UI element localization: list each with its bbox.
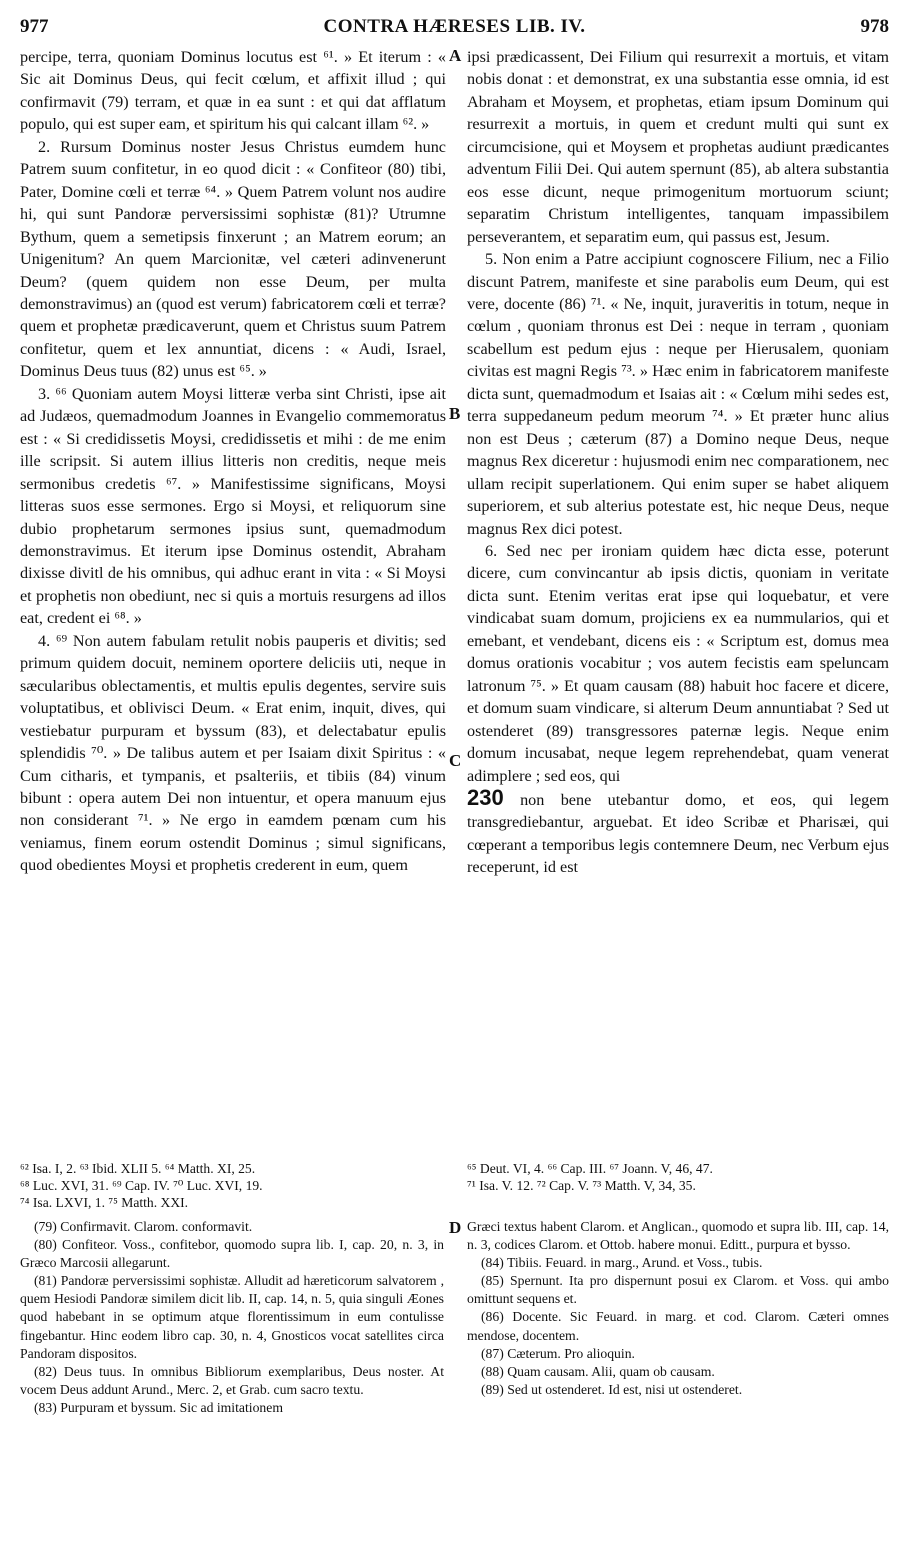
margin-marker-d: D: [449, 1218, 462, 1237]
footnote-line: ⁶² Isa. I, 2. ⁶³ Ibid. XLII 5. ⁶⁴ Matth. XI, 25.: [20, 1161, 256, 1176]
note: (80) Confiteor. Voss., confitebor, quomodo supra lib. I, cap. 20, n. 3, in Græco Marcosii allegarunt.: [20, 1237, 444, 1271]
note: (87) Cæterum. Pro alioquin.: [481, 1345, 635, 1361]
note: (86) Docente. Sic Feuard. in marg. et cod. Clarom. Cæteri omnes mendose, docentem.: [467, 1309, 889, 1343]
notes-right: [467, 1218, 889, 1399]
margin-marker-a: A: [449, 46, 462, 65]
page-number-left: 977: [20, 16, 49, 37]
running-title: CONTRA HÆRESES LIB. IV.: [323, 16, 586, 37]
paragraph: ipsi prædicassent, Dei Filium qui resurrexit a mortuis, et vitam nobis donat : et demonstrat, ex una substantia esse omnia, id est Abraham et Moysem, et prophetas, etiam ipsum Dominum qui resurrexit a mortuis, in quem et credunt multi qui sunt ex circumcisione, qui et Moysem et prophetas audiunt prædicantes adventum Filii Dei. Qui autem spernunt (85), ab altera substantia eos esse dicunt, neque primogenitum mortuorum sciunt; separatim Christum intelligentes, tanquam impassibilem perseverantem, et separatim eum, qui passus est, Jesum.: [467, 48, 889, 246]
footnote-line: ⁶⁸ Luc. XVI, 31. ⁶⁹ Cap. IV. ⁷⁰ Luc. XVI, 19.: [20, 1178, 263, 1193]
paragraph-continued: [467, 784, 889, 879]
margin-marker-b: B: [449, 404, 461, 423]
note: (84) Tibiis. Feuard. in marg., Arund. et Voss., tubis.: [481, 1255, 763, 1271]
notes-left: [20, 1218, 444, 1417]
footnotes-left: [20, 1160, 450, 1211]
paragraph: 3. ⁶⁶ Quoniam autem Moysi litteræ verba sint Christi, ipse ait ad Judæos, quemadmodum Joannes in Evangelio commemoratus est : « Si credidissetis Moysi, credidissetis et mihi : de me enim ille scripsit. Si autem illius litteris non creditis, neque meis sermonibus credetis ⁶⁷. » Manifestissime significans, Moysi litteras suos esse sermones. Ergo si Moysi, et reliquorum sine dubio prophetarum sermones ipsius sunt, quemadmodum demonstravimus. Et iterum ipse Dominus ostendit, Abraham dixisse divitl de his omnibus, qui adhuc erant in vita : « Si Moysi et prophetis non obediunt, nec si quis a mortuis resurgens ad illos eat, credent ei ⁶⁸. »: [20, 384, 446, 628]
note: (81) Pandoræ perversissimi sophistæ. Alludit ad hæreticorum salvatorem , quem Hesiodi Pandoræ similem dicit lib. II, cap. 14, n. 5, quia singuli Æones quod habebant in se optimum atque florentissimum in eum contulisse fingebantur. Hinc eodem libro cap. 30, n. 4, Gnosticos vocat satellites circa Pandoram dispositos.: [20, 1273, 444, 1361]
right-column: [467, 46, 889, 879]
inner-page-number: 230: [467, 784, 504, 810]
paragraph: 4. ⁶⁹ Non autem fabulam retulit nobis pauperis et divitis; sed primum quidem docuit, neminem oportere deliciis uti, neque in sæcularibus oblectamentis, et multis epulis degentes, servire suis voluptatibus, et oblivisci Deum. « Erat enim, inquit, dives, qui vestiebatur purpuram et byssum (83), et delectabatur epulis splendidis ⁷⁰. » De talibus autem et per Isaiam dixit Spiritus : « Cum citharis, et tympanis, et psalteriis, et tibiis (84) vinum bibunt : opera autem Dei non intuentur, et opera manuum ejus non considerant ⁷¹. » Ne ergo in eamdem pœnam cum his veniamus, finem eorum ostendit Dominus ; simul significans, quod obedientes Moysi et prophetis crederent in eum, quem: [20, 631, 446, 875]
footnote-line: ⁷¹ Isa. V. 12. ⁷² Cap. V. ⁷³ Matth. V, 34, 35.: [467, 1178, 696, 1193]
running-header: [20, 16, 889, 42]
paragraph: 6. Sed nec per ironiam quidem hæc dicta esse, poterunt dicere, cum convincantur ab ipsis dictis, quoniam in veritate dicta sunt. Etenim veritas erat ipse qui loquebatur, et vere vindicabat suam domum, projiciens ex ea nummularios, qui et emebant, et vendebant, dicens eis : « Scriptum est, domus mea domus orationis vocabitur ; vos autem fecistis eam speluncam latronum ⁷⁵. » Et quam causam (88) habuit hoc facere et dicere, et domum suam vindicare, si alterum Deum annuntiabat ? Sed ut ostenderet (89) transgressores paternæ legis. Neque enim domum incusabat, neque legem reprehendebat, quam venerat adimplere ; sed eos, qui: [467, 541, 889, 785]
note: Græci textus habent Clarom. et Anglican., quomodo et supra lib. III, cap. 14, n. 3, codices Clarom. et Ottob. habere monui. Editt., purpura et bysso.: [467, 1219, 889, 1253]
note: (79) Confirmavit. Clarom. conformavit.: [34, 1219, 253, 1234]
left-column: [20, 46, 446, 877]
note: (85) Spernunt. Ita pro dispernunt posui ex Clarom. et Voss. qui ambo omittunt sequens et.: [467, 1273, 889, 1307]
page-number-right: 978: [860, 16, 889, 37]
paragraph: percipe, terra, quoniam Dominus locutus est ⁶¹. » Et iterum : « Sic ait Dominus Deus, qui fecit cœlum, et affixit illud ; qui confirmavit (79) terram, et quæ in ea sunt : et qui dat afflatum populo, qui est super eam, et spiritum his qui calcant illam ⁶². »: [20, 48, 446, 134]
footnote-line: ⁶⁵ Deut. VI, 4. ⁶⁶ Cap. III. ⁶⁷ Joann. V, 46, 47.: [467, 1161, 713, 1176]
margin-marker-c: C: [449, 751, 462, 770]
note: (89) Sed ut ostenderet. Id est, nisi ut ostenderet.: [481, 1381, 743, 1397]
note: (82) Deus tuus. In omnibus Bibliorum exemplaribus, Deus noster. At vocem Deus addunt Arund., Merc. 2, et Grab. cum sacro textu.: [20, 1363, 444, 1397]
paragraph-text: non bene utebantur domo, et eos, qui legem transgrediebantur, arguebat. Et ideo Scribæ et Pharisæi, qui cœperant a temporibus legis contemnere Deum, nec Verbum ejus receperunt, id est: [467, 790, 889, 877]
paragraph: 5. Non enim a Patre accipiunt cognoscere Filium, nec a Filio discunt Patrem, manifeste et sine parabolis eum Deum, qui est vere, docente (86) ⁷¹. « Ne, inquit, juraveritis in totum, neque in cœlum , quoniam thronus est Dei : neque in terram , quoniam scabellum est pedum ejus : neque per Hierusalem, quoniam civitas est magni Regis ⁷³. » Hæc enim in fabricatorem manifeste dicta sunt, quemadmodum et Isaias ait : « Cœlum mihi sedes est, terra suppedaneum pedum meorum ⁷⁴. » Et præter hunc alius non est Deus ; cæterum (87) a Domino neque Deus, neque magnus Rex diceretur : hujusmodi enim nec comparationem, nec ullam recipit superlationem. Qui enim super se habet aliquem superiorem, et sub alterius potestate est, hic neque Deus, neque magnus Rex dici potest.: [467, 250, 889, 538]
paragraph: 2. Rursum Dominus noster Jesus Christus eumdem hunc Patrem suum confitetur, in eo quod dicit : « Confiteor (80) tibi, Pater, Domine cœli et terræ ⁶⁴. » Quem Patrem volunt nos audire hi, qui sunt Pandoræ perversissimi sophistæ (81)? Utrumne Bythum, quem a semetipsis finxerunt ; an Matrem eorum; an Unigenitum? An quem Marcionitæ, vel cæteri adinvenerunt Deum? (quem quidem non esse Deum, per multa demonstravimus) an (quod est verum) fabricatorem cœli et terræ? quem et prophetæ prædicaverunt, quem et Christus suum Patrem confitetur, quem et lex annuntiat, dicens : « Audi, Israel, Dominus Deus tuus (82) unus est ⁶⁵. »: [20, 137, 446, 381]
footnotes-right: [467, 1160, 889, 1194]
note: (83) Purpuram et byssum. Sic ad imitationem: [34, 1399, 284, 1415]
footnote-line: ⁷⁴ Isa. LXVI, 1. ⁷⁵ Matth. XXI.: [20, 1195, 189, 1210]
note: (88) Quam causam. Alii, quam ob causam.: [481, 1363, 715, 1379]
